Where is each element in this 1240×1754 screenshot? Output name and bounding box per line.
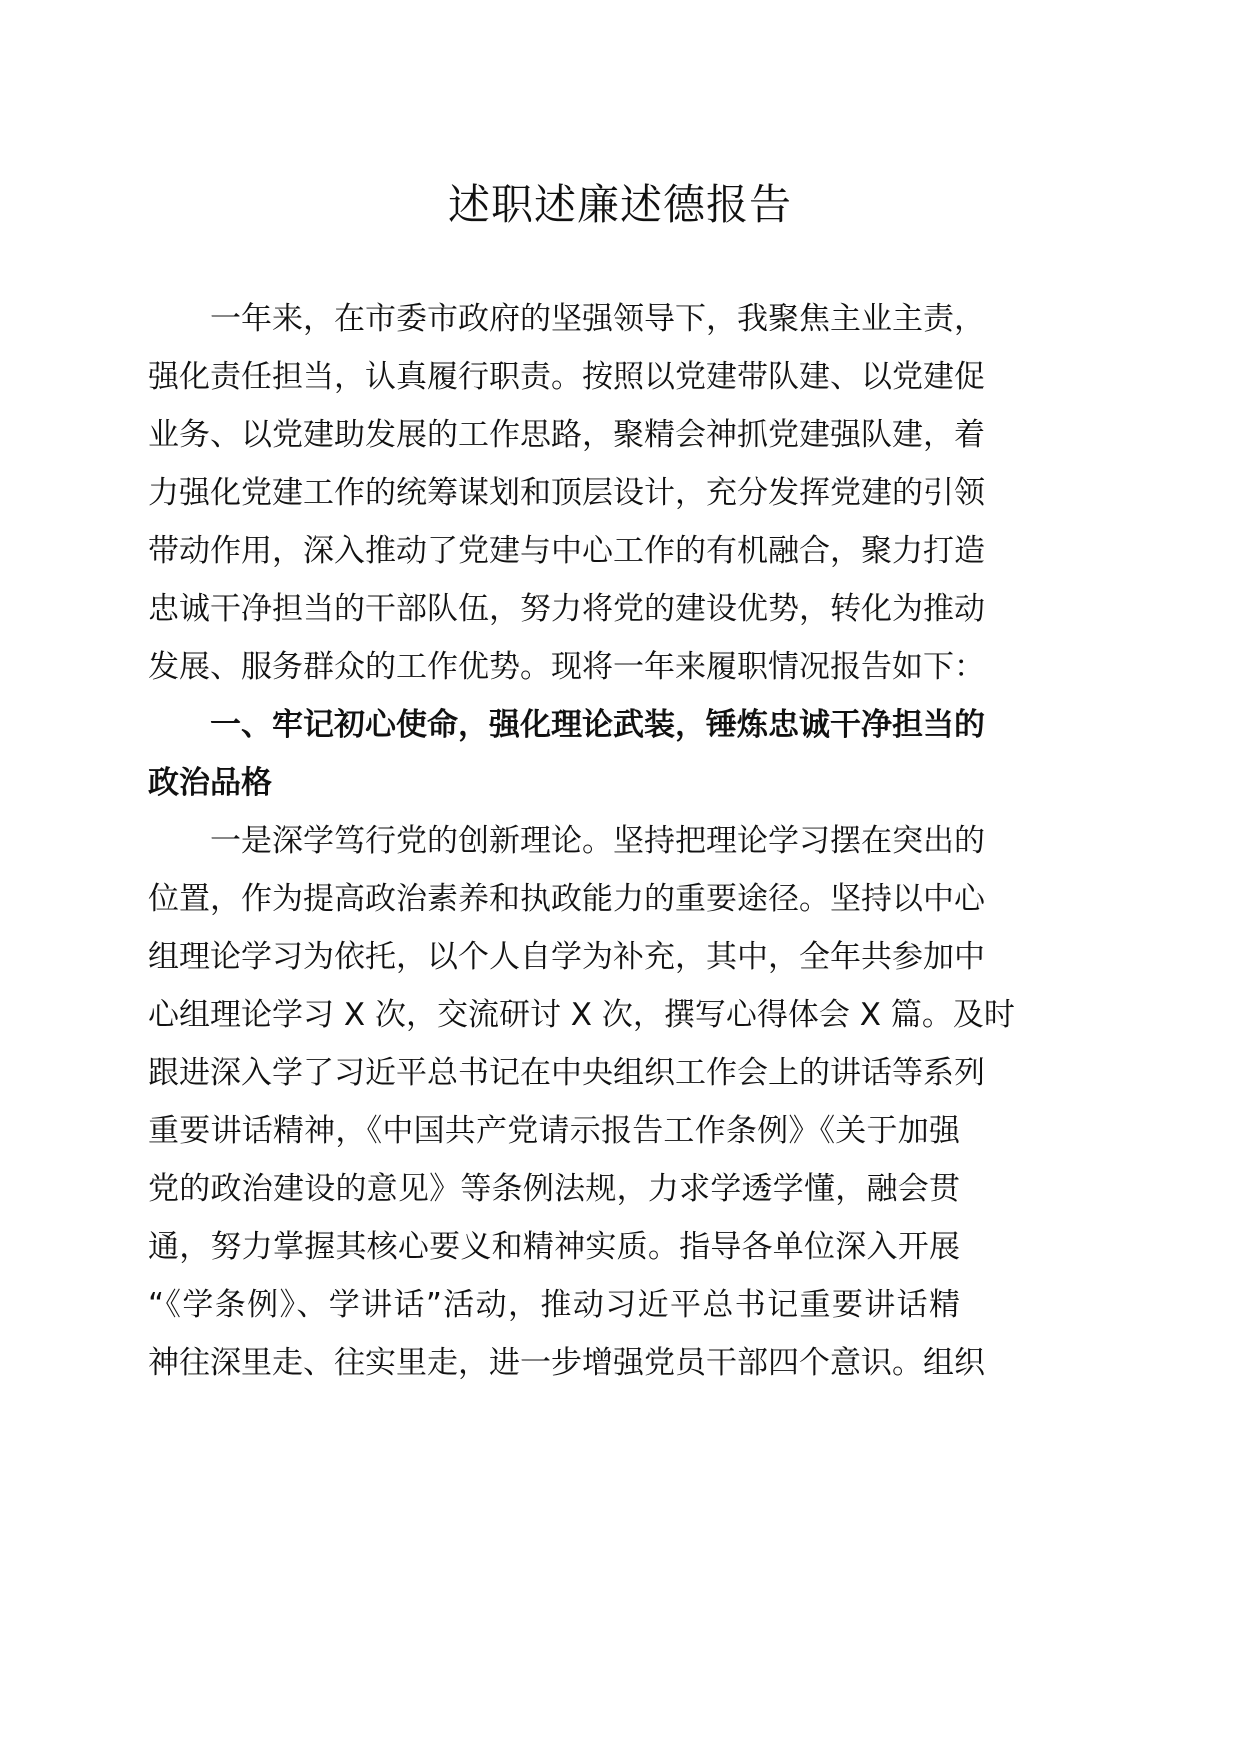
paragraph-line: 通，努力掌握其核心要义和精神实质。指导各单位深入开展 [148,1229,960,1265]
paragraph-line: 发展、服务群众的工作优势。现将一年来履职情况报告如下： [148,649,985,685]
paragraph-line: 力强化党建工作的统筹谋划和顶层设计，充分发挥党建的引领 [148,475,985,511]
document-body [148,290,1015,1392]
section-heading-line: 政治品格 [148,765,272,801]
paragraph-line: 一年来，在市委市政府的坚强领导下，我聚焦主业主责， [210,301,985,337]
paragraph-line: 位置，作为提高政治素养和执政能力的重要途径。坚持以中心 [148,881,985,917]
paragraph-line: 党的政治建设的意见》等条例法规，力求学透学懂，融会贯 [148,1171,960,1207]
paragraph-line: 跟进深入学了习近平总书记在中央组织工作会上的讲话等系列 [148,1055,985,1091]
paragraph-line: 一是深学笃行党的创新理论。坚持把理论学习摆在突出的 [210,823,985,859]
document-title: 述职述廉述德报告 [447,180,792,229]
paragraph-line: 心组理论学习 X 次，交流研讨 X 次，撰写心得体会 X 篇。及时 [148,997,1015,1033]
paragraph-line: 组理论学习为依托，以个人自学为补充，其中，全年共参加中 [148,939,985,975]
paragraph-line: 强化责任担当，认真履行职责。按照以党建带队建、以党建促 [148,359,985,395]
section-heading-line: 一、牢记初心使命，强化理论武装，锤炼忠诚干净担当的 [210,707,985,743]
paragraph-line: 神往深里走、往实里走，进一步增强党员干部四个意识。组织 [148,1345,985,1381]
paragraph-line: “《学条例》、学讲话”活动，推动习近平总书记重要讲话精 [148,1287,960,1323]
paragraph-line: 业务、以党建助发展的工作思路，聚精会神抓党建强队建，着 [148,417,985,453]
paragraph-line: 带动作用，深入推动了党建与中心工作的有机融合，聚力打造 [148,533,985,569]
paragraph-line: 忠诚干净担当的干部队伍，努力将党的建设优势，转化为推动 [148,591,985,627]
paragraph-line: 重要讲话精神，《中国共产党请示报告工作条例》《关于加强 [148,1113,960,1149]
